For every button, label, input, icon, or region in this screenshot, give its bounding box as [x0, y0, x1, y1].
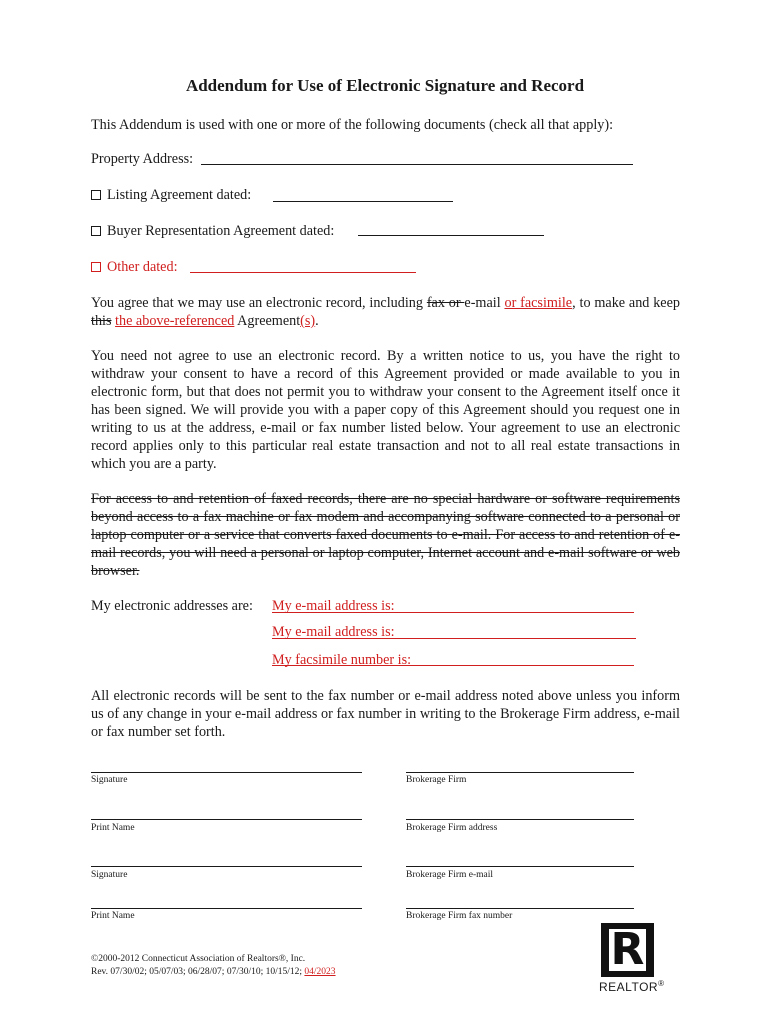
signature-label-2: Signature	[91, 870, 128, 880]
realtor-logo-text: REALTOR®	[599, 979, 665, 994]
notice-paragraph: All electronic records will be sent to the fax number or e-mail address noted above unless you inform us of any change in your e-mail address or fax number in writing to the Brokerage Firm address, e-mail or fax number set forth.	[91, 688, 680, 740]
email-address-label-1: My e-mail address is:	[272, 598, 395, 614]
property-address-label: Property Address:	[91, 151, 194, 167]
listing-agreement-item	[91, 186, 251, 204]
inserted-referenced-text: the above-referenced	[115, 313, 235, 329]
brokerage-fax-label: Brokerage Firm fax number	[406, 911, 513, 921]
signature-line-1[interactable]	[91, 772, 362, 773]
email-address-label-2: My e-mail address is:	[272, 624, 395, 640]
realtor-logo-icon	[601, 923, 654, 977]
revision-history: Rev. 07/30/02; 05/07/03; 06/28/07; 07/30/10; 10/15/12; 04/2023	[91, 967, 336, 977]
latest-revision-date: 04/2023	[304, 967, 336, 977]
print-name-line-1[interactable]	[91, 819, 362, 820]
intro-text: This Addendum is used with one or more of the following documents (check all that apply):	[91, 117, 614, 133]
signature-label-1: Signature	[91, 775, 128, 785]
other-checkbox[interactable]	[91, 262, 101, 272]
brokerage-address-line[interactable]	[406, 819, 634, 820]
other-label: Other dated:	[107, 259, 178, 275]
struck-this-text: this	[91, 313, 112, 329]
listing-agreement-date-field[interactable]	[273, 201, 453, 202]
agree-paragraph: You agree that we may use an electronic record, including fax or e-mail or facsimile, to make and keep this the above-referenced Agreement(s).	[91, 295, 680, 329]
buyer-representation-item	[91, 222, 334, 240]
property-address-field[interactable]	[201, 164, 633, 165]
other-item	[91, 258, 178, 276]
listing-agreement-label: Listing Agreement dated:	[107, 187, 252, 203]
brokerage-firm-line[interactable]	[406, 772, 634, 773]
brokerage-firm-label: Brokerage Firm	[406, 775, 467, 785]
email-address-field-1[interactable]	[272, 612, 634, 613]
brokerage-fax-line[interactable]	[406, 908, 634, 909]
struck-access-paragraph: For access to and retention of faxed records, there are no special hardware or software requirements beyond access to a fax machine or fax modem and accompanying software connected to a personal or laptop computer or a service that converts faxed documents to e-mail. For access to and retention of e-mail records, you will need a personal or laptop computer, Internet account and e-mail software or web browser.	[91, 491, 680, 579]
document-title: Addendum for Use of Electronic Signature and Record	[185, 76, 585, 95]
facsimile-number-label: My facsimile number is:	[272, 652, 412, 668]
struck-fax-text: fax or	[426, 295, 465, 311]
brokerage-email-label: Brokerage Firm e-mail	[406, 870, 494, 880]
brokerage-address-label: Brokerage Firm address	[406, 823, 498, 833]
inserted-facsimile-text: or facsimile	[504, 295, 573, 311]
other-date-field[interactable]	[190, 272, 416, 273]
listing-agreement-checkbox[interactable]	[91, 190, 101, 200]
print-name-line-2[interactable]	[91, 908, 362, 909]
electronic-addresses-label: My electronic addresses are:	[91, 598, 253, 614]
email-address-field-2[interactable]	[272, 638, 636, 639]
buyer-representation-label: Buyer Representation Agreement dated:	[107, 223, 335, 239]
buyer-representation-date-field[interactable]	[358, 235, 544, 236]
facsimile-number-field[interactable]	[272, 665, 634, 666]
buyer-representation-checkbox[interactable]	[91, 226, 101, 236]
realtor-logo-letter: R	[610, 924, 645, 975]
copyright-notice: ©2000-2012 Connecticut Association of Realtors®, Inc.	[91, 954, 306, 964]
inserted-plural-text: (s)	[300, 313, 316, 329]
withdraw-consent-paragraph: You need not agree to use an electronic record. By a written notice to us, you have the right to withdraw your consent to have a record of this Agreement provided or made available to you in electronic form, but that does not permit you to withdraw your consent to the Agreement itself once it has been signed. We will provide you with a paper copy of this Agreement should you request one in writing to us at the address, e-mail or fax number listed below. Your agreement to use an electronic record applies only to this particular real estate transaction and not to all real estate transactions in which you are a party.	[91, 348, 680, 472]
brokerage-email-line[interactable]	[406, 866, 634, 867]
print-name-label-1: Print Name	[91, 823, 135, 833]
print-name-label-2: Print Name	[91, 911, 135, 921]
signature-line-2[interactable]	[91, 866, 362, 867]
